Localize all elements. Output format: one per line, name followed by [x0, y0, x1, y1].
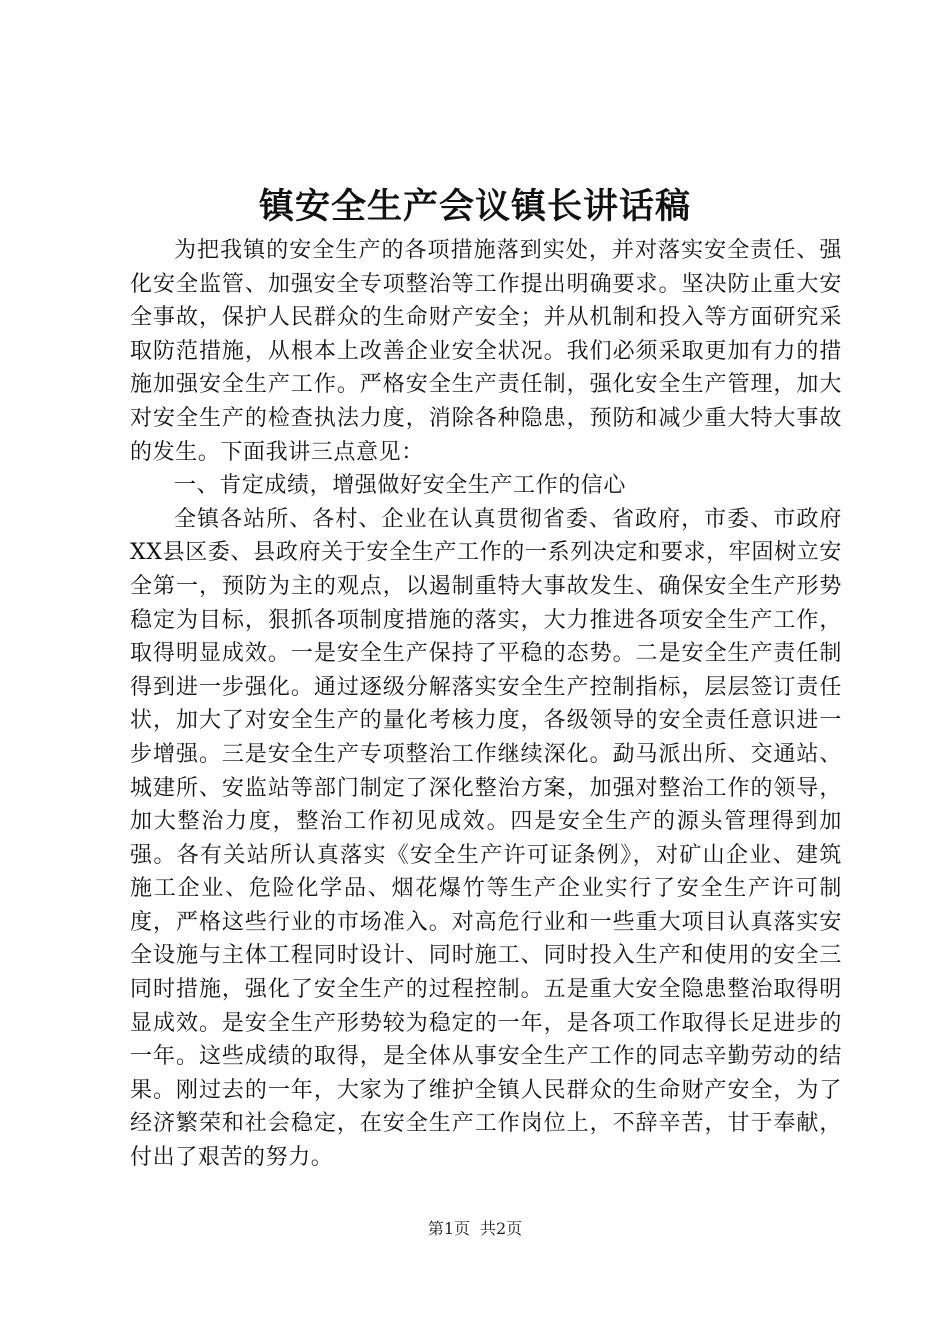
section-heading-1: 一、肯定成绩，增强做好安全生产工作的信心 [174, 473, 627, 499]
page-footer [0, 1218, 950, 1240]
paragraph-intro: 为把我镇的安全生产的各项措施落到实处，并对落实安全责任、强化安全监管、加强安全专项整治等工作提出明确要求。坚决防止重大安全事故，保护人民群众的生命财产安全；并从机制和投入等方面研究采取防范措施，从根本上改善企业安全状况。我们必须采取更加有力的措施加强安全生产工作。严格安全生产责任制，强化安全生产管理，加大对安全生产的检查执法力度，消除各种隐患，预防和减少重大特大事故的发生。下面我讲三点意见： [130, 238, 842, 465]
page-number-total: 共2页 [480, 1219, 523, 1238]
document-body [130, 234, 842, 1175]
paragraph-achievements: 全镇各站所、各村、企业在认真贯彻省委、省政府，市委、市政府XX县区委、县政府关于安全生产工作的一系列决定和要求，牢固树立安全第一，预防为主的观点，以遏制重特大事故发生、确保安全生产形势稳定为目标，狠抓各项制度措施的落实，大力推进各项安全生产工作，取得明显成效。一是安全生产保持了平稳的态势。二是安全生产责任制得到进一步强化。通过逐级分解落实安全生产控制指标，层层签订责任状，加大了对安全生产的量化考核力度，各级领导的安全责任意识进一步增强。三是安全生产专项整治工作继续深化。勐马派出所、交通站、城建所、安监站等部门制定了深化整治方案，加强对整治工作的领导，加大整治力度，整治工作初见成效。四是安全生产的源头管理得到加强。各有关站所认真落实《安全生产许可证条例》，对矿山企业、建筑施工企业、危险化学品、烟花爆竹等生产企业实行了安全生产许可制度，严格这些行业的市场准入。对高危行业和一些重大项目认真落实安全设施与主体工程同时设计、同时施工、同时投入生产和使用的安全三同时措施，强化了安全生产的过程控制。五是重大安全隐患整治取得明显成效。是安全生产形势较为稳定的一年，是各项工作取得长足进步的一年。这些成绩的取得，是全体从事安全生产工作的同志辛勤劳动的结果。刚过去的一年，大家为了维护全镇人民群众的生命财产安全，为了经济繁荣和社会稳定，在安全生产工作岗位上，不辞辛苦，甘于奉献，付出了艰苦的努力。 [130, 506, 842, 1171]
page-number-current: 第1页 [427, 1219, 470, 1238]
document-title: 镇安全生产会议镇长讲话稿 [258, 186, 691, 227]
